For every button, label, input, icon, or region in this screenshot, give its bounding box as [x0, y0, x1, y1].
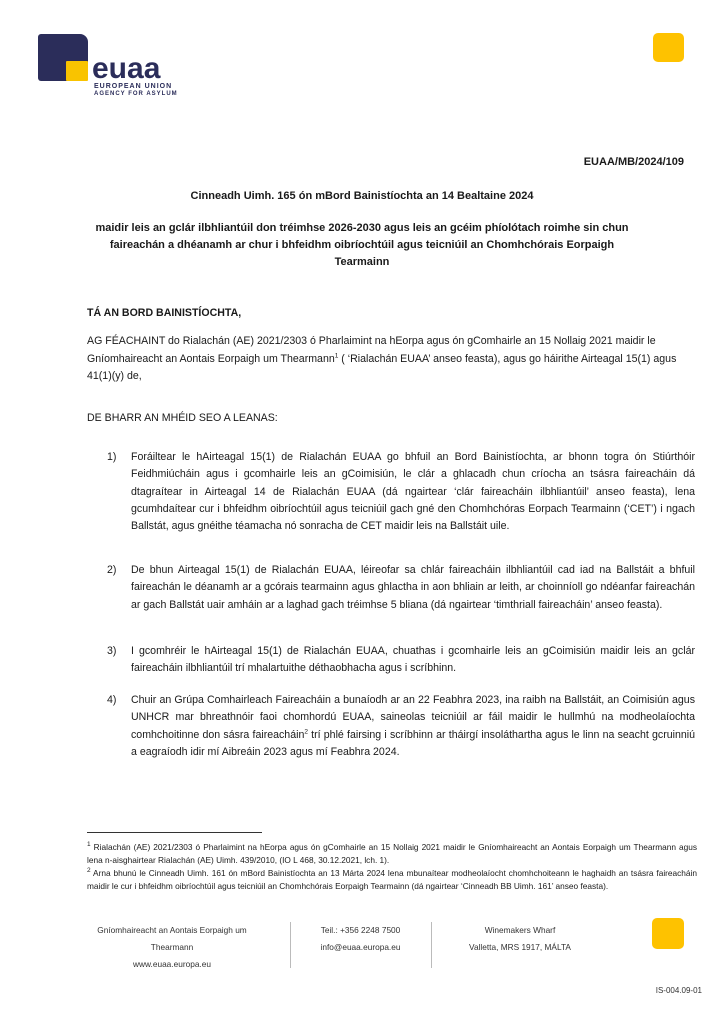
- footnote-marker: 1: [87, 841, 91, 849]
- logo-subtitle-line1: EUROPEAN UNION: [94, 83, 173, 90]
- recital-number: 3): [107, 645, 117, 657]
- footer-agency-name-line1: Gníomhaireacht an Aontais Eorpaigh um: [97, 925, 247, 935]
- footer-agency: [97, 922, 247, 973]
- logo-subtitle-line2: AGENCY FOR ASYLUM: [94, 91, 178, 97]
- whereas-heading: DE BHARR AN MHÉID SEO A LEANAS:: [87, 412, 278, 424]
- decision-title: Cinneadh Uimh. 165 ón mBord Bainistíochta an 14 Bealtaine 2024: [190, 190, 534, 202]
- footnote-reference-2[interactable]: 2: [304, 728, 308, 736]
- recital-item: [107, 643, 695, 678]
- recital-item: [107, 449, 695, 535]
- logo-wordmark: euaa: [92, 52, 161, 85]
- footer-address-line2: Valletta, MRS 1917, MÁLTA: [469, 942, 571, 952]
- footnote-reference-1[interactable]: 1: [334, 351, 339, 359]
- footnote-marker: 2: [87, 867, 91, 875]
- footnote-2: [87, 867, 697, 893]
- logo-mark-yellow-block: [66, 61, 88, 81]
- euaa-logo: [38, 34, 188, 97]
- decision-subject: maidir leis an gclár ilbhliantúil don tréimhse 2026-2030 agus leis an gcéim phíolótach roimhe sin chun faireachán a dhéanamh ar chur i bhfeidhm oibríochtúil agus teicniúil an Chomhchórais Eorpaigh Tearmainn: [95, 222, 629, 268]
- recital-text: Foráiltear le hAirteagal 15(1) de Rialachán EUAA go bhfuil an Bord Bainistíochta, ar bhonn togra ón Stiúrthóir Feidhmiúcháin agus i gcomhairle leis an gCoimisiún, le clár a ghlacadh chun críocha an tsásra faireacháin dá dtagraítear in Airteagal 14 de Rialachán EUAA (dá ngairtear ‘clár faireacháin ilbhliantúil’ anseo feasta), lena gcumhdaítear cur i bhfeidhm oibríochtúil agus teicniúil gach gné den Chomhchóras Eorpach Tearmainn (‘CET’) i ngach Ballstát, agus gnéithe téamacha nó sonracha de CET maidir leis na Ballstáit uile.: [131, 451, 695, 533]
- having-regard-text-cont: ( ‘Rialachán EUAA’ anseo feasta), agus go háirithe Airteagal 15(1) agus 41(1)(y) de,: [87, 352, 677, 382]
- board-heading: TÁ AN BORD BAINISTÍOCHTA,: [87, 307, 242, 319]
- footer-divider: [431, 922, 432, 968]
- footnote-separator: [87, 832, 262, 833]
- recital-number: 1): [107, 451, 117, 463]
- footer-website-link[interactable]: www.euaa.europa.eu: [133, 959, 211, 969]
- recital-item: [107, 562, 695, 614]
- recital-number: 4): [107, 694, 117, 706]
- recital-text: [131, 692, 695, 761]
- footnote-1: [87, 841, 697, 867]
- footer-divider: [290, 922, 291, 968]
- having-regard-text: AG FÉACHAINT do Rialachán (AE) 2021/2303 ó Pharlaimint na hEorpa agus ón gComhairle an 15 Nollaig 2021 maidir le Gníomhaireacht an Aontais Eorpaigh um Thearmann: [87, 335, 656, 365]
- footer-phone: Teil.: +356 2248 7500: [320, 925, 401, 935]
- footnote-text: Rialachán (AE) 2021/2303 ó Pharlaimint na hEorpa agus ón gComhairle an 15 Nollaig 2021 maidir le Gníomhaireacht an Aontais Eorpaigh um Thearmann agus lena n-aisghairtear Rialachán (AE) Uimh. 439/2010, (IO L 468, 30.12.2021, lch. 1).: [87, 842, 697, 865]
- decorative-yellow-square-bottom: [652, 918, 684, 949]
- footer-email-link[interactable]: info@euaa.europa.eu: [320, 942, 401, 952]
- footer-agency-name-line2: Thearmann: [150, 942, 194, 952]
- recital-text-part: trí phlé fairsing i scríbhinn ar tháirgí insoláthartha agus le linn na seacht gcruinniú a eagraíodh idir mí Aibreáin 2023 agus mí Feabhra 2024.: [131, 728, 696, 758]
- form-code: IS-004.09-01: [655, 986, 702, 995]
- recital-text-part: Chuir an Grúpa Comhairleach Faireacháin a bunaíodh ar an 22 Feabhra 2023, ina raibh na Ballstáit, an Coimisiún agus UNHCR mar bhreathnóir faoi chomhordú EUAA, saineolas teicniúil ar fáil maidir le hullmhú na modheolaíochta comhchoitinne don sásra faireacháin: [131, 694, 695, 741]
- footer-contact: [298, 922, 423, 956]
- footer-address-line1: Winemakers Wharf: [484, 925, 556, 935]
- recital-text: I gcomhréir le hAirteagal 15(1) de Rialachán EUAA, chuathas i gcomhairle leis an gCoimisiún maidir leis an gclár faireacháin ilbhliantúil trí mhalartuithe déthaobhacha agus i scríbhinn.: [131, 645, 695, 675]
- footer-address: [445, 922, 595, 956]
- recital-text: De bhun Airteagal 15(1) de Rialachán EUAA, léireofar sa chlár faireacháin ilbhliantúil cad iad na Ballstáit a bhfuil faireachán le déanamh ar a gcórais tearmainn agus ghlactha in aon bhliain ar leith, ar choinníoll go ndéanfar faireachán ar gach Ballstát uair amháin ar a laghad gach tréimhse 5 bliana (dá ngairtear ‘timthriall faireacháin’ anseo feasta).: [131, 564, 695, 611]
- recital-item: [107, 692, 695, 761]
- recital-number: 2): [107, 564, 117, 576]
- footnote-text: Arna bhunú le Cinneadh Uimh. 161 ón mBord Bainistíochta an 13 Márta 2024 lena mbunaítear modheolaíocht chomhchoiteann le haghaidh an tsásra faireacháin maidir le cur i bhfeidhm oibríochtúil agus teicniúil an Chomhchórais Eorpaigh Tearmainn (dá ngairtear ‘Cinneadh BB Uimh. 161’ anseo feasta).: [87, 868, 697, 891]
- document-reference: EUAA/MB/2024/109: [583, 156, 684, 168]
- decorative-yellow-square-top: [653, 33, 684, 62]
- having-regard-paragraph: [87, 333, 697, 386]
